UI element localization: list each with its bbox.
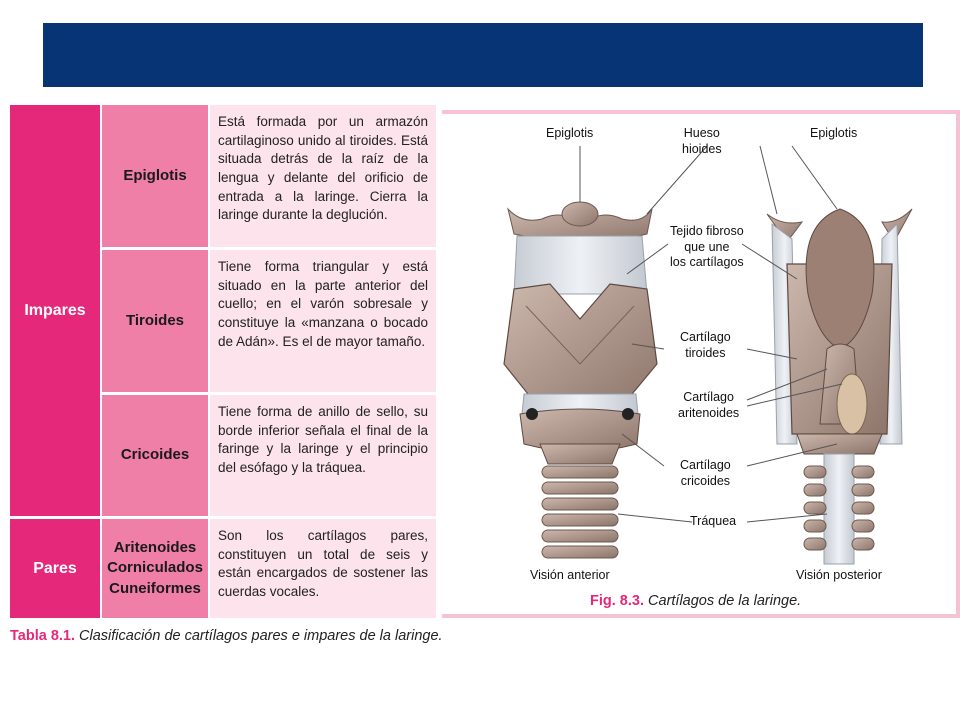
label-cartilago-aritenoides: Cartílago aritenoides — [678, 390, 740, 420]
row-desc-cricoides: Tiene forma de anillo de sello, su borde inferior señala el final de la faringe y la laringe y el principio del esófago y la tráquea. — [210, 395, 436, 516]
row-name-pares: Aritenoides Corniculados Cuneiformes — [102, 519, 208, 618]
label-tejido-fibroso: Tejido fibroso que une los cartílagos — [670, 224, 744, 270]
posterior-view — [767, 209, 912, 564]
label-cartilago-cricoides: Cartílago cricoides — [680, 458, 731, 488]
table-caption-prefix: Tabla 8.1. — [10, 628, 76, 644]
row-desc-epiglotis: Está formada por un armazón cartilaginoso unido al tiroides. Está situada detrás de la raíz de la lengua y delante del orificio de entrada a la laringe. Cierra la laringe durante la deglución. — [210, 105, 436, 247]
figure-caption-prefix: Fig. 8.3. — [590, 593, 644, 609]
larynx-figure — [442, 110, 960, 618]
label-traquea: Tráquea — [690, 514, 737, 528]
table-caption — [10, 628, 443, 644]
row-name-tiroides: Tiroides — [102, 250, 208, 392]
row-name-cricoides: Cricoides — [102, 395, 208, 516]
group-impares: Impares — [10, 105, 100, 516]
figure-caption — [590, 593, 801, 609]
label-epiglotis-left: Epiglotis — [546, 126, 594, 140]
label-hueso-hioides: Hueso hioides — [682, 126, 722, 156]
label-cartilago-tiroides: Cartílago tiroides — [680, 330, 731, 360]
row-desc-pares: Son los cartílagos pares, constituyen un total de seis y están encargados de sostener las cuerdas vocales. — [210, 519, 436, 618]
label-vision-anterior: Visión anterior — [530, 568, 610, 582]
slide-title-bar — [43, 23, 923, 87]
cartilage-table — [10, 105, 438, 618]
table-caption-text: Clasificación de cartílagos pares e impares de la laringe. — [75, 628, 443, 644]
label-epiglotis-right: Epiglotis — [810, 126, 858, 140]
larynx-illustration — [442, 114, 956, 618]
label-vision-posterior: Visión posterior — [796, 568, 882, 582]
row-name-epiglotis: Epiglotis — [102, 105, 208, 247]
figure-caption-text: Cartílagos de la laringe. — [644, 593, 802, 609]
group-pares: Pares — [10, 519, 100, 618]
anterior-view — [504, 202, 657, 558]
row-desc-tiroides: Tiene forma triangular y está situado en la parte anterior del cuello; en el varón sobresale y constituye la «manzana o bocado de Adán». Es el de mayor tamaño. — [210, 250, 436, 392]
